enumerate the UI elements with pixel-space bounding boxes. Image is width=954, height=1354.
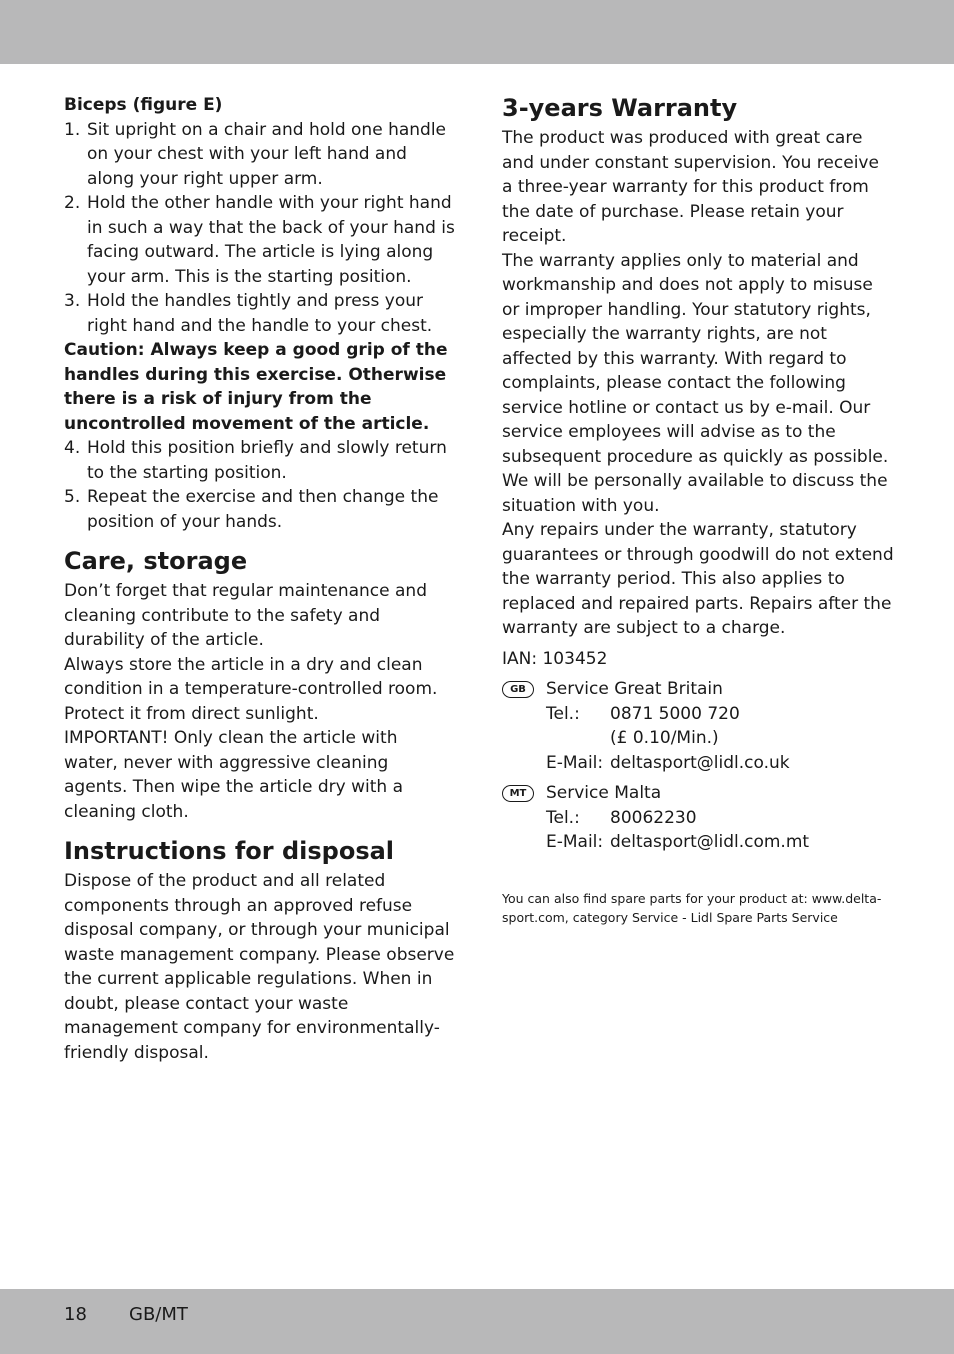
tel-number: 0871 5000 720 [610,703,740,724]
page-number: 18 [64,1304,87,1325]
email-address[interactable]: deltasport@lidl.com.mt [610,832,810,852]
gb-country-badge: GB [502,681,534,698]
care-heading: Care, storage [64,547,248,575]
header-band [0,0,954,64]
tel-label: Tel.: [546,807,580,828]
ian-number: IAN: 103452 [502,648,608,669]
steps-list-a [64,118,456,339]
list-item: 1. Sit upright on a chair and hold one handle on your chest with your left hand and along your right upper arm. [64,119,447,189]
list-item: 5. Repeat the exercise and then change the position of your hands. [64,487,439,532]
disposal-heading: Instructions for disposal [64,837,395,865]
caution-note: Caution: Always keep a good grip of the handles during this exercise. Otherwise there is a risk of injury from the uncontrolled movement of the article. [64,340,448,434]
care-paragraph: Don’t forget that regular maintenance and cleaning contribute to the safety and durability of the article. [64,581,427,650]
list-item: 3. Hold the handles tightly and press your right hand and the handle to your chest. [64,291,433,336]
biceps-heading: Biceps (figure E) [64,95,223,115]
list-item: 2. Hold the other handle with your right hand in such a way that the back of your hand is facing outward. The article is lying along your arm. This is the starting position. [64,193,455,287]
steps-list-b [64,436,456,534]
mt-country-badge: MT [502,785,534,802]
care-paragraph: Always store the article in a dry and clean condition in a temperature-controlled room. Protect it from direct sunlight. [64,654,438,724]
tel-rate: (£ 0.10/Min.) [610,728,719,748]
care-paragraph: IMPORTANT! Only clean the article with water, never with aggressive cleaning agents. Then wipe the article dry with a cleaning cloth. [64,728,404,822]
warranty-paragraph: The warranty applies only to material and workmanship and does not apply to misuse or improper handling. Your statutory rights, especially the warranty rights, are not affected by this warranty. With regard to complaints, please contact the following service hotline or contact us by e-mail. Our service employees will advise as to the subsequent procedure as quickly as possible. We will be personally available to discuss the situation with you. [502,250,889,516]
language-code: GB/MT [129,1304,188,1325]
disposal-paragraph: Dispose of the product and all related components through an approved refuse disposal company, or through your municipal waste management company. Please observe the current applicable regulations. When in doubt, please contact your waste management company for environmentally-friendly disposal. [64,871,455,1063]
tel-label: Tel.: [546,703,580,724]
service-great-britain [502,677,894,775]
service-name: Service Malta [546,783,662,803]
left-column [64,93,456,1065]
service-malta [502,781,894,855]
spare-parts-note: You can also find spare parts for your product at: www.delta-sport.com, category Service - Lidl Spare Parts Service [502,890,882,925]
service-name: Service Great Britain [546,679,723,699]
warranty-paragraph: The product was produced with great care and under constant supervision. You receive a three-year warranty for this product from the date of purchase. Please retain your receipt. [502,128,879,246]
list-item: 4. Hold this position briefly and slowly return to the starting position. [64,438,447,483]
warranty-paragraph: Any repairs under the warranty, statutory guarantees or through goodwill do not extend the warranty period. This also applies to replaced and repaired parts. Repairs after the warranty are subject to a charge. [502,520,894,638]
email-label: E-Mail: [546,752,604,773]
warranty-heading: 3-years Warranty [502,94,738,122]
tel-number: 80062230 [610,807,697,828]
right-column [502,93,894,927]
email-label: E-Mail: [546,832,604,852]
email-address[interactable]: deltasport@lidl.co.uk [610,752,790,773]
